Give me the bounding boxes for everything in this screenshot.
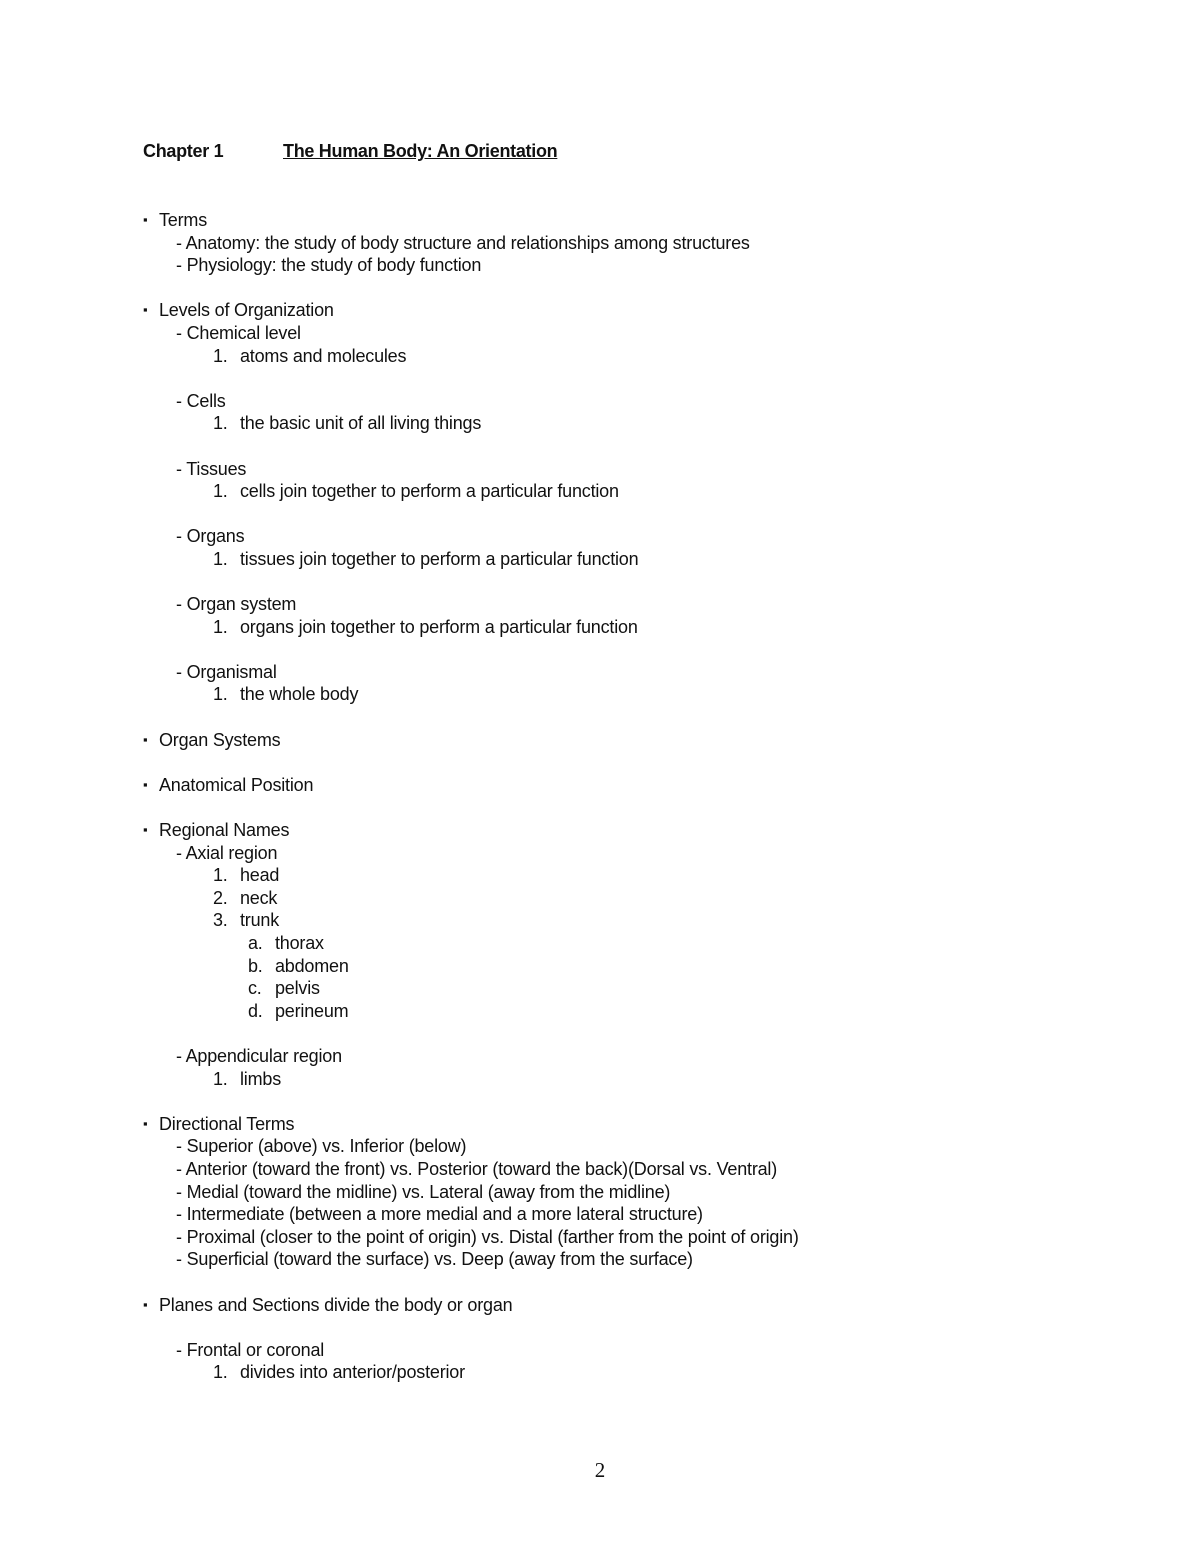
outline-text: thorax	[275, 933, 324, 953]
outline-text: - Tissues	[176, 458, 247, 479]
list-marker: 1.	[213, 865, 228, 886]
blank-line	[143, 503, 1143, 526]
outline-item	[143, 345, 1143, 368]
outline-text: Regional Names	[159, 820, 290, 841]
list-marker: a.	[248, 933, 263, 953]
outline-text: - Medial (toward the midline) vs. Lateral (away from the midline)	[176, 1181, 671, 1202]
outline	[143, 209, 1143, 1384]
outline-text: limbs	[240, 1068, 282, 1089]
outline-text: - Superficial (toward the surface) vs. Deep (away from the surface)	[176, 1249, 693, 1270]
blank-line	[143, 1316, 1143, 1339]
outline-item	[143, 616, 1143, 639]
chapter-title: The Human Body: An Orientation	[283, 141, 558, 161]
list-marker: 1.	[213, 345, 228, 366]
outline-item	[143, 683, 1143, 706]
outline-item	[143, 525, 1143, 548]
outline-item	[143, 661, 1143, 684]
outline-item	[143, 1339, 1143, 1362]
chapter-label: Chapter 1	[143, 141, 224, 161]
list-marker: 1.	[213, 1068, 228, 1089]
outline-text: Directional Terms	[159, 1113, 295, 1134]
blank-line	[143, 1090, 1143, 1113]
outline-item	[143, 1135, 1143, 1158]
outline-item	[143, 1361, 1143, 1384]
bullet-icon: ▪	[143, 776, 148, 792]
outline-item	[143, 458, 1143, 481]
outline-item	[143, 909, 1143, 932]
list-marker: d.	[248, 1000, 263, 1021]
outline-text: Anatomical Position	[159, 774, 314, 795]
outline-text: - Chemical level	[176, 322, 301, 343]
bullet-icon: ▪	[143, 302, 148, 318]
outline-item	[143, 1226, 1143, 1249]
outline-text: - Axial region	[176, 842, 278, 863]
chapter-header	[143, 141, 557, 162]
bullet-icon: ▪	[143, 1296, 148, 1312]
bullet-icon: ▪	[143, 212, 148, 227]
outline-item	[143, 977, 1143, 1000]
outline-text: Levels of Organization	[159, 300, 334, 321]
outline-item	[143, 480, 1143, 503]
outline-text: - Physiology: the study of body function	[176, 255, 482, 276]
outline-topic	[143, 729, 1143, 752]
outline-text: head	[240, 865, 280, 886]
outline-text: - Intermediate (between a more medial and a more lateral structure)	[176, 1204, 703, 1225]
outline-item	[143, 1045, 1143, 1068]
outline-text: atoms and molecules	[240, 345, 407, 366]
outline-item	[143, 1158, 1143, 1181]
blank-line	[143, 1022, 1143, 1045]
outline-text: divides into anterior/posterior	[240, 1362, 465, 1383]
list-marker: b.	[248, 955, 263, 976]
list-marker: 1.	[213, 616, 228, 637]
blank-line	[143, 367, 1143, 390]
outline-item	[143, 864, 1143, 887]
outline-text: - Frontal or coronal	[176, 1339, 325, 1360]
outline-topic	[143, 819, 1143, 842]
outline-text: - Anterior (toward the front) vs. Posterior (toward the back)(Dorsal vs. Ventral)	[176, 1158, 778, 1179]
blank-line	[143, 277, 1143, 300]
outline-text: pelvis	[275, 978, 320, 999]
outline-topic	[143, 299, 1143, 322]
outline-item	[143, 1068, 1143, 1091]
list-marker: 1.	[213, 684, 228, 705]
outline-text: Planes and Sections divide the body or organ	[159, 1294, 513, 1315]
bullet-icon: ▪	[143, 822, 148, 838]
outline-item	[143, 232, 1143, 255]
outline-text: - Superior (above) vs. Inferior (below)	[176, 1136, 467, 1157]
list-marker: 1.	[213, 481, 228, 502]
outline-text: the basic unit of all living things	[240, 413, 482, 434]
list-marker: 1.	[213, 413, 228, 434]
outline-text: perineum	[275, 1000, 349, 1021]
outline-text: cells join together to perform a particular function	[240, 481, 619, 502]
list-marker: 2.	[213, 887, 228, 908]
outline-text: - Organismal	[176, 661, 277, 682]
blank-line	[143, 571, 1143, 594]
outline-text: neck	[240, 887, 278, 908]
outline-item	[143, 887, 1143, 910]
list-marker: 1.	[213, 1362, 228, 1383]
blank-line	[143, 638, 1143, 661]
outline-item	[143, 412, 1143, 435]
blank-line	[143, 706, 1143, 729]
outline-topic	[143, 209, 1143, 232]
outline-text: Organ Systems	[159, 729, 281, 750]
outline-text: tissues join together to perform a particular function	[240, 548, 639, 569]
outline-item	[143, 1203, 1143, 1226]
outline-item	[143, 390, 1143, 413]
outline-text: - Appendicular region	[176, 1045, 342, 1066]
blank-line	[143, 796, 1143, 819]
outline-item	[143, 322, 1143, 345]
outline-topic	[143, 1294, 1143, 1317]
outline-item	[143, 1248, 1143, 1271]
list-marker: 3.	[213, 910, 228, 931]
outline-item	[143, 593, 1143, 616]
outline-text: - Organ system	[176, 594, 297, 615]
outline-text: - Cells	[176, 390, 226, 411]
outline-item	[143, 1000, 1143, 1023]
outline-text: - Organs	[176, 526, 245, 547]
blank-line	[143, 751, 1143, 774]
blank-line	[143, 435, 1143, 458]
outline-item	[143, 955, 1143, 978]
outline-item	[143, 254, 1143, 277]
bullet-icon: ▪	[143, 731, 148, 747]
outline-topic	[143, 1113, 1143, 1136]
outline-item	[143, 842, 1143, 865]
outline-text: - Proximal (closer to the point of origin) vs. Distal (farther from the point of origin)	[176, 1226, 799, 1247]
outline-text: the whole body	[240, 684, 359, 705]
outline-text: - Anatomy: the study of body structure and relationships among structures	[176, 232, 750, 253]
blank-line	[143, 1271, 1143, 1294]
list-marker: 1.	[213, 548, 228, 569]
list-marker: c.	[248, 978, 262, 999]
outline-text: Terms	[159, 210, 207, 230]
outline-text: organs join together to perform a particular function	[240, 616, 638, 637]
outline-item	[143, 932, 1143, 955]
outline-text: trunk	[240, 910, 280, 931]
outline-topic	[143, 774, 1143, 797]
outline-item	[143, 548, 1143, 571]
outline-text: abdomen	[275, 955, 349, 976]
page-number: 2	[594, 1458, 606, 1482]
outline-item	[143, 1181, 1143, 1204]
bullet-icon: ▪	[143, 1115, 148, 1131]
